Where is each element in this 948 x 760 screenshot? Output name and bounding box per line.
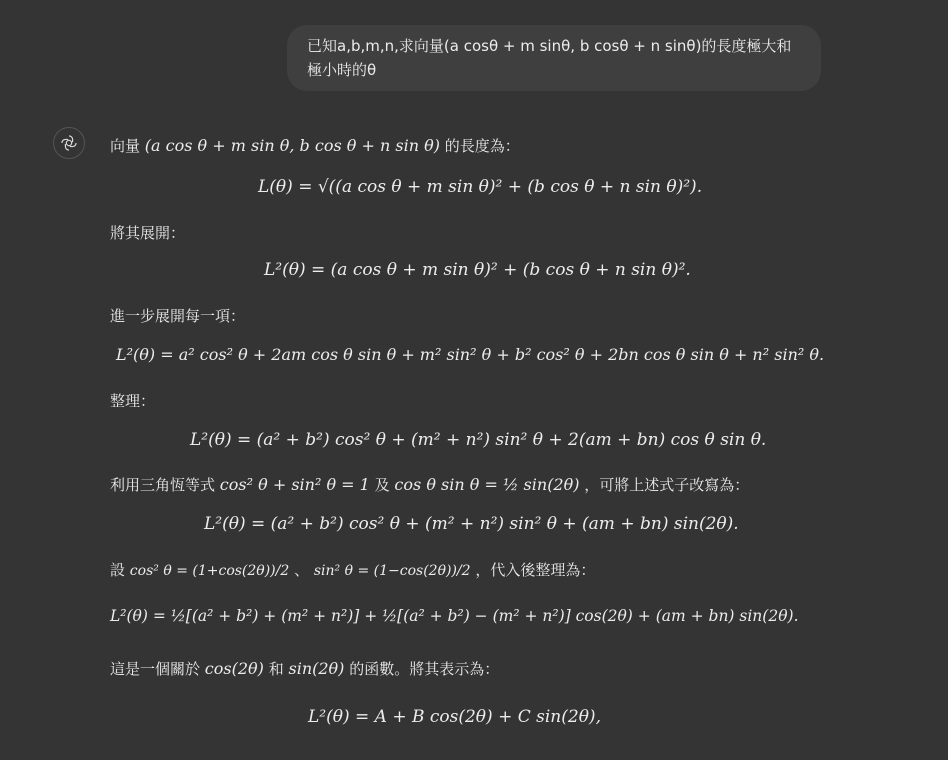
paragraph-expand: 將其展開： <box>110 224 186 242</box>
equation-2: L²(θ) = (a cos θ + m sin θ)² + (b cos θ + n sin θ)². <box>264 260 691 280</box>
p1-prefix: 向量 <box>110 137 141 155</box>
p6-math-2: sin² θ = (1−cos(2θ))/2 <box>313 563 471 579</box>
p6-sep: 、 <box>294 561 310 579</box>
p1-suffix: 的長度為： <box>444 137 520 155</box>
user-message-bubble <box>287 25 821 91</box>
p6-suffix: ，代入後整理為： <box>475 561 596 579</box>
p7-math-1: cos(2θ) <box>204 659 264 678</box>
p1-math: (a cos θ + m sin θ, b cos θ + n sin θ) <box>144 136 440 155</box>
p5-suffix: ，可將上述式子改寫為： <box>584 476 750 494</box>
paragraph-organize: 整理： <box>110 392 156 410</box>
p7-prefix: 這是一個關於 <box>110 660 201 678</box>
equation-3: L²(θ) = a² cos² θ + 2am cos θ sin θ + m² sin² θ + b² cos² θ + 2bn cos θ sin θ + n² sin² θ. <box>116 345 825 364</box>
p7-mid: 和 <box>268 660 284 678</box>
equation-5: L²(θ) = (a² + b²) cos² θ + (m² + n²) sin² θ + (am + bn) sin(2θ). <box>204 514 739 534</box>
p5-math-2: cos θ sin θ = ½ sin(2θ) <box>394 475 580 494</box>
equation-4: L²(θ) = (a² + b²) cos² θ + (m² + n²) sin² θ + 2(am + bn) cos θ sin θ. <box>190 430 767 450</box>
equation-7: L²(θ) = A + B cos(2θ) + C sin(2θ), <box>308 707 601 727</box>
assistant-avatar <box>53 127 85 159</box>
user-message-line-1: 已知a,b,m,n,求向量(a cosθ + m sinθ, b cosθ + n sinθ)的長度極大和 <box>307 37 792 55</box>
p6-prefix: 設 <box>110 561 126 579</box>
paragraph-function <box>110 658 499 679</box>
equation-6: L²(θ) = ½[(a² + b²) + (m² + n²)] + ½[(a² + b²) − (m² + n²)] cos(2θ) + (am + bn) sin(2θ). <box>110 607 799 625</box>
paragraph-expand-each: 進一步展開每一項： <box>110 307 246 325</box>
equation-1: L(θ) = √((a cos θ + m sin θ)² + (b cos θ + n sin θ)²). <box>258 177 703 197</box>
paragraph-identity <box>110 474 749 495</box>
user-message-line-2: 極小時的θ <box>307 61 377 79</box>
p7-suffix: 的函數。將其表示為： <box>349 660 500 678</box>
p5-math-1: cos² θ + sin² θ = 1 <box>219 475 370 494</box>
p5-prefix: 利用三角恆等式 <box>110 476 216 494</box>
openai-logo-icon <box>59 133 79 153</box>
paragraph-substitute <box>110 559 595 580</box>
paragraph-vector-length <box>110 135 520 156</box>
p6-math-1: cos² θ = (1+cos(2θ))/2 <box>129 563 290 579</box>
p5-mid: 及 <box>374 476 390 494</box>
p7-math-2: sin(2θ) <box>288 659 345 678</box>
